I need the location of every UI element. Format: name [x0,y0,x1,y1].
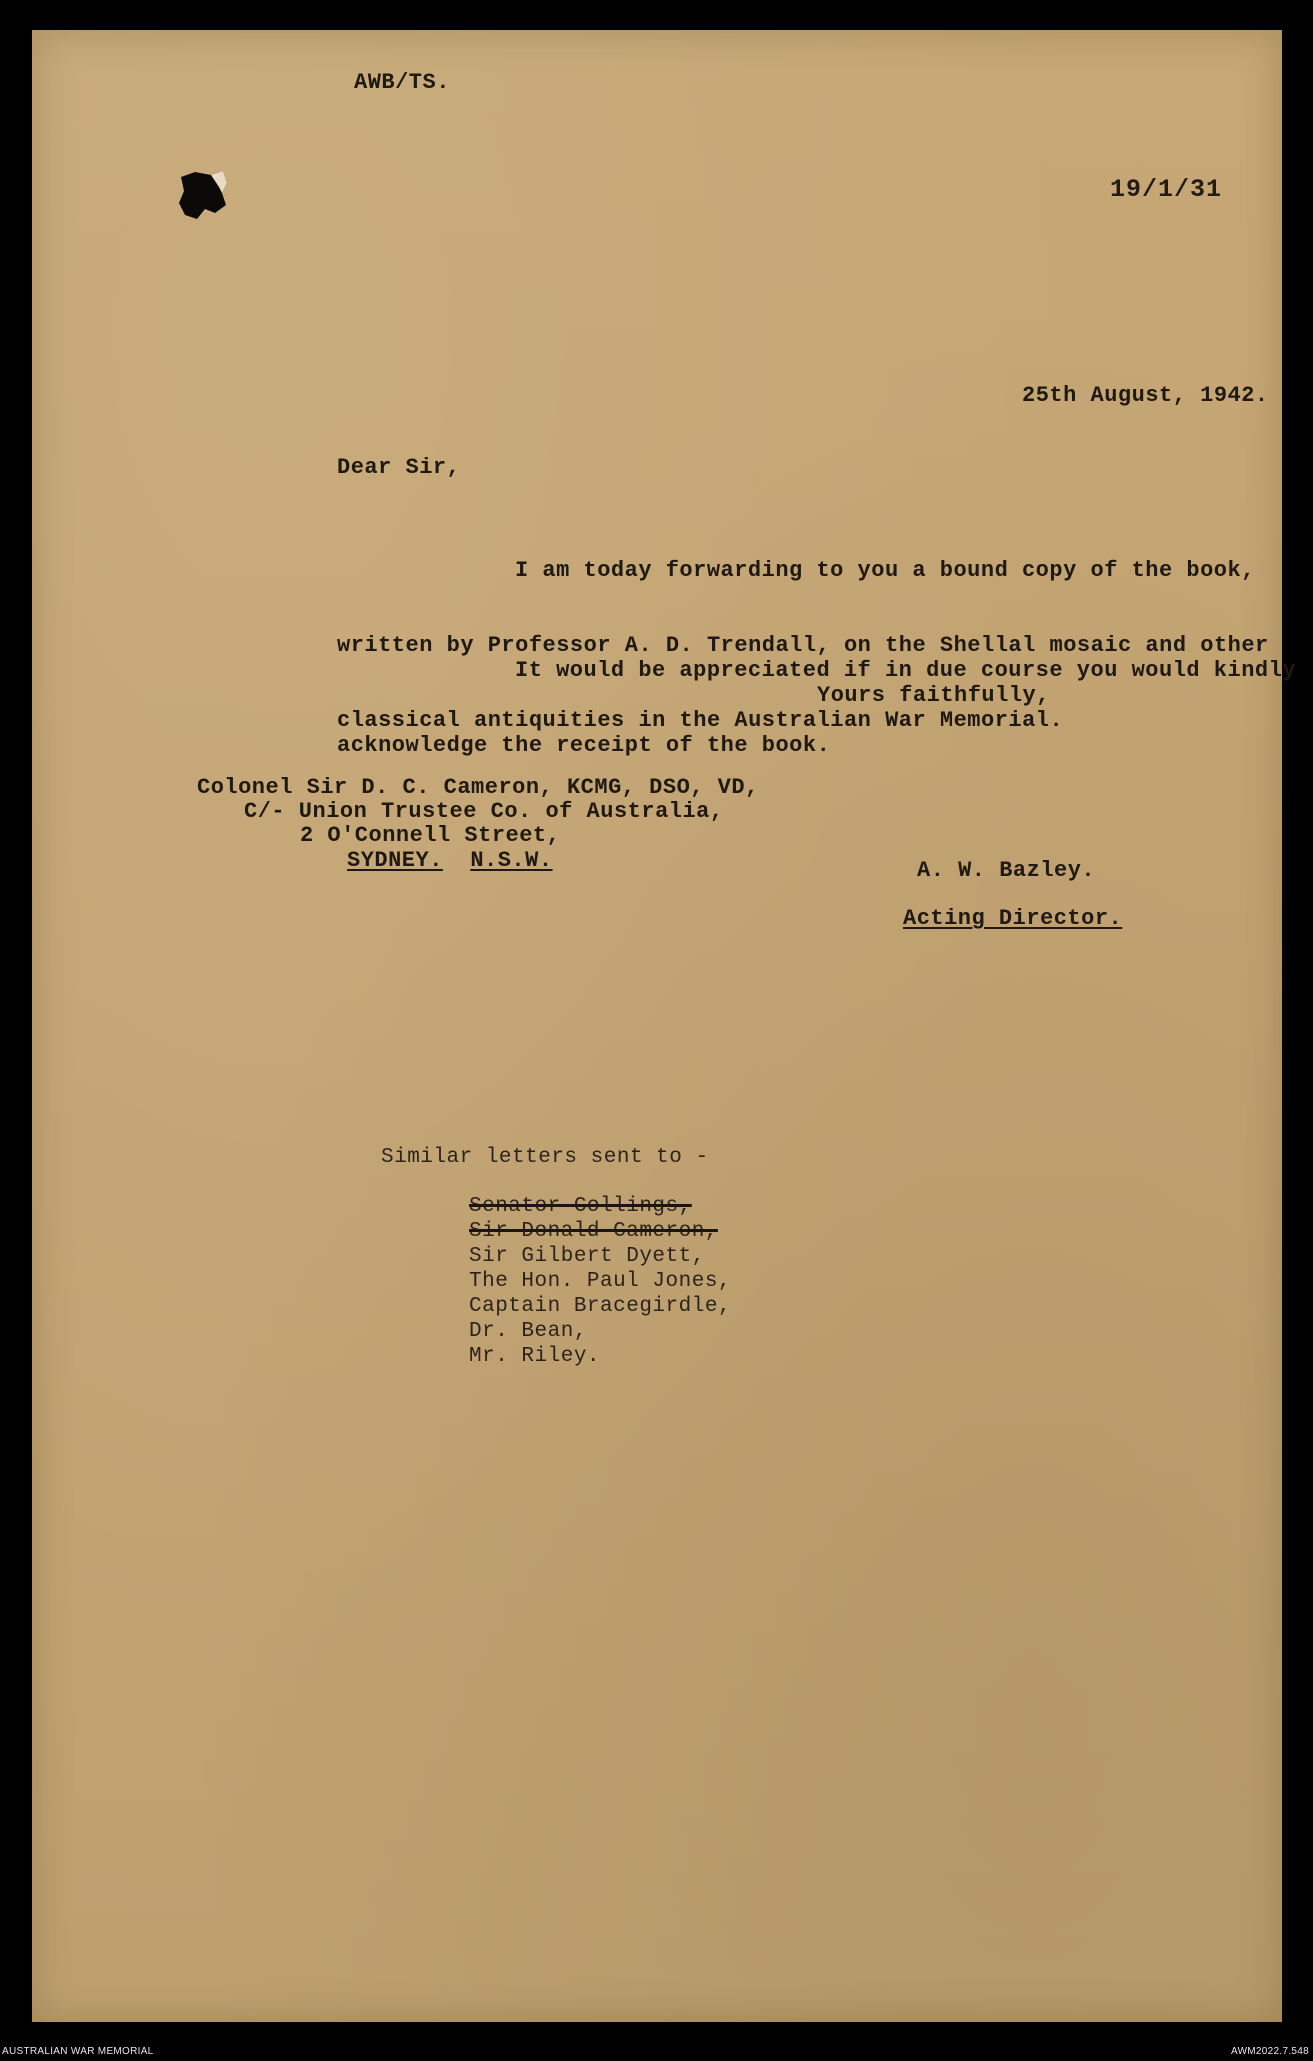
similar-letters-heading: Similar letters sent to - [381,1146,709,1169]
address-line-3: 2 O'Connell Street, [300,823,561,848]
body-line: written by Professor A. D. Trendall, on the Shellal mosaic and other [337,633,1269,658]
signatory-title: Acting Director. [903,906,1123,931]
body-line: I am today forwarding to you a bound copy of the book, [515,558,1255,583]
letter-date: 25th August, 1942. [1022,383,1269,408]
recipient-item: Sir Donald Cameron, [469,1220,718,1243]
recipient-list [469,1194,731,1369]
file-number: 19/1/31 [1110,175,1223,204]
address-line-1: Colonel Sir D. C. Cameron, KCMG, DSO, VD, [197,775,759,800]
paper-hole [175,169,230,221]
body-line: It would be appreciated if in due course you would kindly [515,658,1297,683]
address-city: SYDNEY. [347,848,443,873]
recipient-item: Sir Gilbert Dyett, [469,1245,705,1268]
signatory-name: A. W. Bazley. [917,858,1096,883]
recipient-item: Mr. Riley. [469,1345,601,1368]
address-line-2: C/- Union Trustee Co. of Australia, [244,799,724,824]
body-line: classical antiquities in the Australian War Memorial. [337,708,1064,733]
address-line-4 [347,848,553,873]
address-state: N.S.W. [470,848,553,873]
salutation: Dear Sir, [337,455,461,480]
recipient-item: Senator Collings, [469,1195,692,1218]
footer-accession-number: AWM2022.7.548 [1230,2046,1309,2057]
body-line: acknowledge the receipt of the book. [337,733,831,758]
recipient-item: The Hon. Paul Jones, [469,1270,732,1293]
recipient-item: Captain Bracegirdle, [469,1295,732,1318]
reference-code: AWB/TS. [354,70,450,95]
footer-credit: AUSTRALIAN WAR MEMORIAL [2,2046,154,2057]
letter-page [32,30,1297,2022]
closing: Yours faithfully, [817,683,1050,708]
recipient-item: Dr. Bean, [469,1320,587,1343]
paper-edge-tear [1302,1295,1313,1375]
